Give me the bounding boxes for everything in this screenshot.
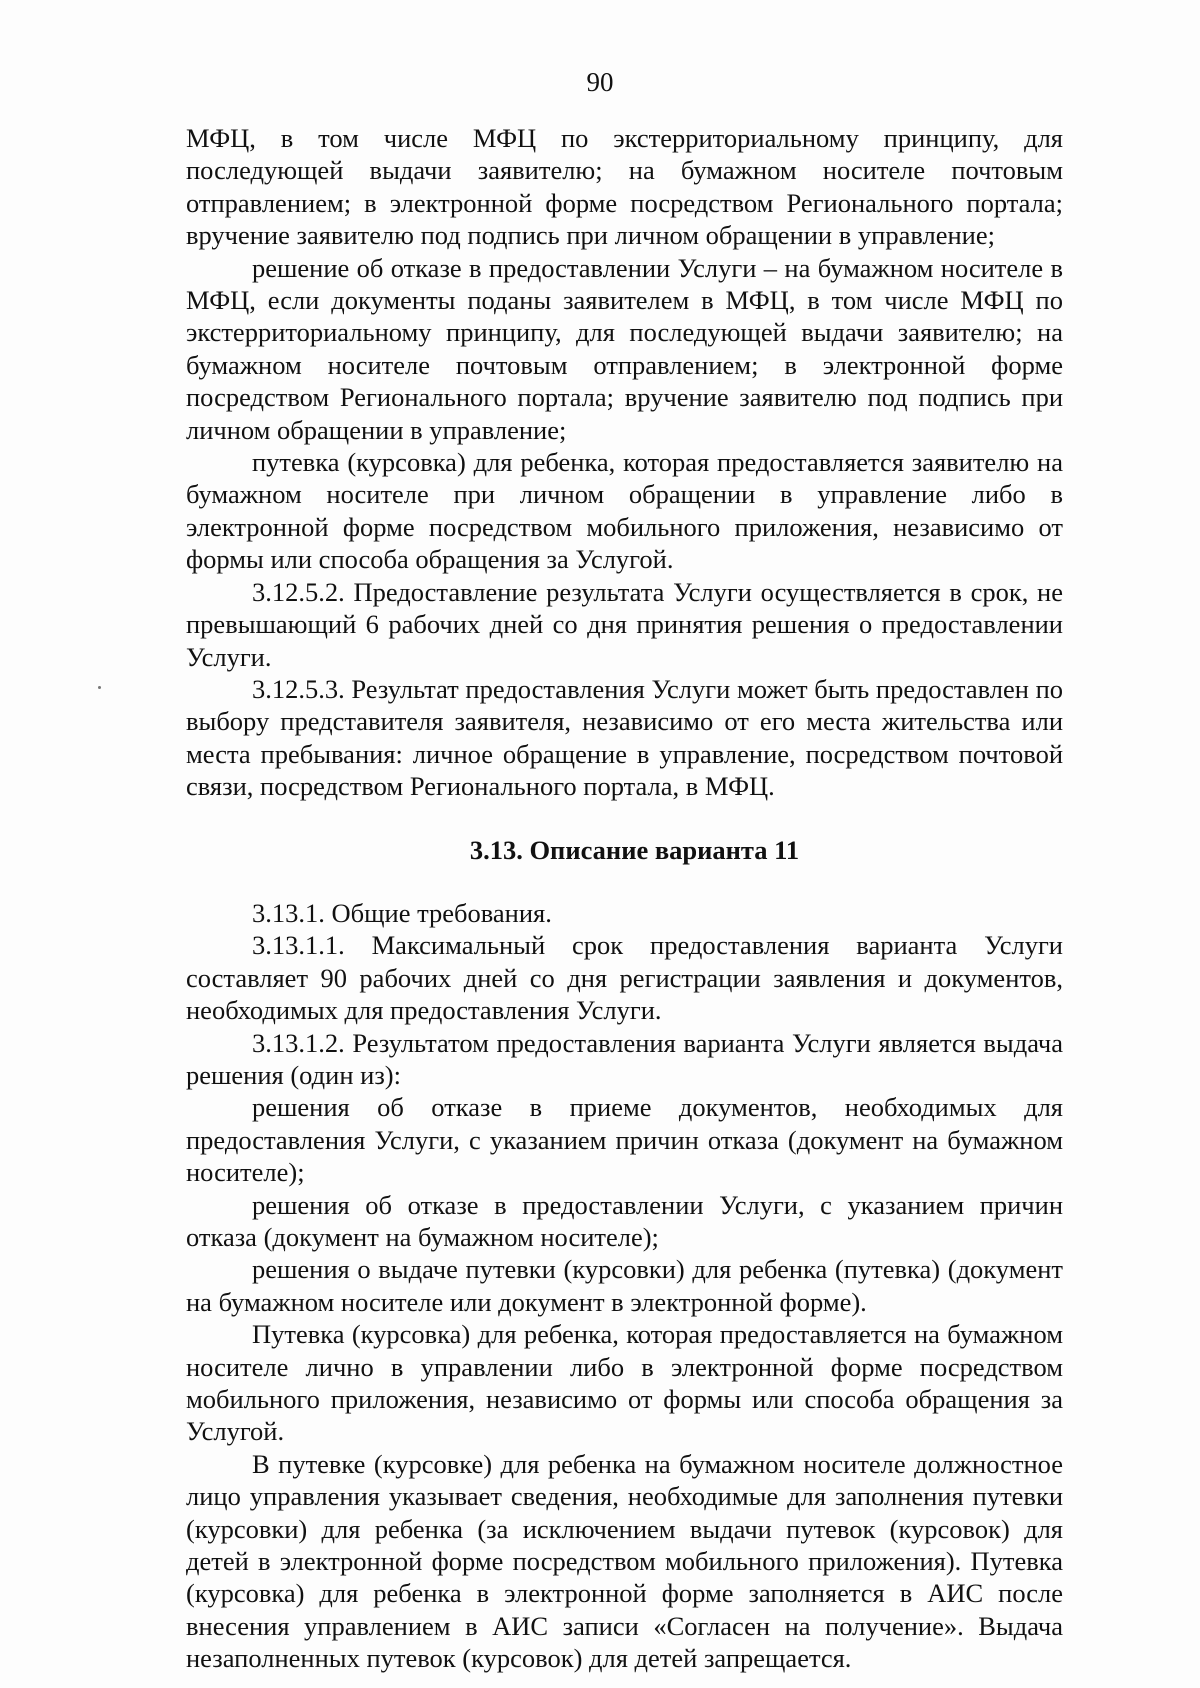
- paragraph: Путевка (курсовка) для ребенка, которая предоставляется на бумажном носителе лично в управлении либо в электронной форме посредством мобильного приложения, независимо от формы или способа обращения за Услугой.: [186, 1319, 1063, 1447]
- paragraph: решения об отказе в предоставлении Услуги, с указанием причин отказа (документ на бумажном носителе);: [186, 1189, 1063, 1252]
- paragraph: 3.12.5.3. Результат предоставления Услуги может быть предоставлен по выбору представителя заявителя, независимо от его места жительства или места пребывания: личное обращение в управление, посредством почтовой связи, посредством Регионального портала, в МФЦ.: [186, 673, 1063, 802]
- paragraph: решения о выдаче путевки (курсовки) для ребенка (путевка) (документ на бумажном носителе или документ в электронной форме).: [186, 1254, 1063, 1317]
- paragraph: В путевке (курсовке) для ребенка на бумажном носителе должностное лицо управления указывает сведения, необходимые для заполнения путевки (курсовки) для ребенка (за исключением выдачи путевок (курсовок) для детей в электронной форме посредством мобильного приложения). Путевка (курсовка) для ребенка в электронной форме заполняется в АИС после внесения управлением в АИС записи «Согласен на получение». Выдача незаполненных путевок (курсовок) для детей запрещается.: [186, 1448, 1063, 1674]
- paragraph: 3.13.1. Общие требования.: [252, 897, 552, 928]
- paragraph: решения об отказе в приеме документов, необходимых для предоставления Услуги, с указанием причин отказа (документ на бумажном носителе);: [186, 1092, 1063, 1188]
- paragraph: МФЦ, в том числе МФЦ по экстерриториальному принципу, для последующей выдачи заявителю; на бумажном носителе почтовым отправлением; в электронной форме посредством Регионального портала; вручение заявителю под подпись при личном обращении в управление;: [186, 123, 1063, 251]
- document-body: [186, 122, 1063, 1675]
- page-number: 90: [586, 67, 614, 97]
- paragraph: 3.13.1.1. Максимальный срок предоставления варианта Услуги составляет 90 рабочих дней со дня регистрации заявления и документов, необходимых для предоставления Услуги.: [186, 930, 1063, 1026]
- paragraph: решение об отказе в предоставлении Услуги – на бумажном носителе в МФЦ, если документы поданы заявителем в МФЦ, в том числе МФЦ по экстерриториальному принципу, для последующей выдачи заявителю; на бумажном носителе почтовым отправлением; в электронной форме посредством Регионального портала; вручение заявителю под подпись при личном обращении в управление;: [186, 252, 1063, 445]
- paragraph: путевка (курсовка) для ребенка, которая предоставляется заявителю на бумажном носителе при личном обращении в управление либо в электронной форме посредством мобильного приложения, независимо от формы или способа обращения за Услугой.: [186, 447, 1063, 575]
- section-body-before: [186, 122, 1063, 803]
- section-body-after: [186, 897, 1063, 1675]
- section-heading: 3.13. Описание варианта 11: [469, 834, 800, 865]
- paragraph: 3.13.1.2. Результатом предоставления варианта Услуги является выдача решения (один из):: [186, 1027, 1063, 1090]
- scan-speck: [98, 686, 101, 689]
- paragraph: 3.12.5.2. Предоставление результата Услуги осуществляется в срок, не превышающий 6 рабочих дней со дня принятия решения о предоставлении Услуги.: [186, 576, 1063, 672]
